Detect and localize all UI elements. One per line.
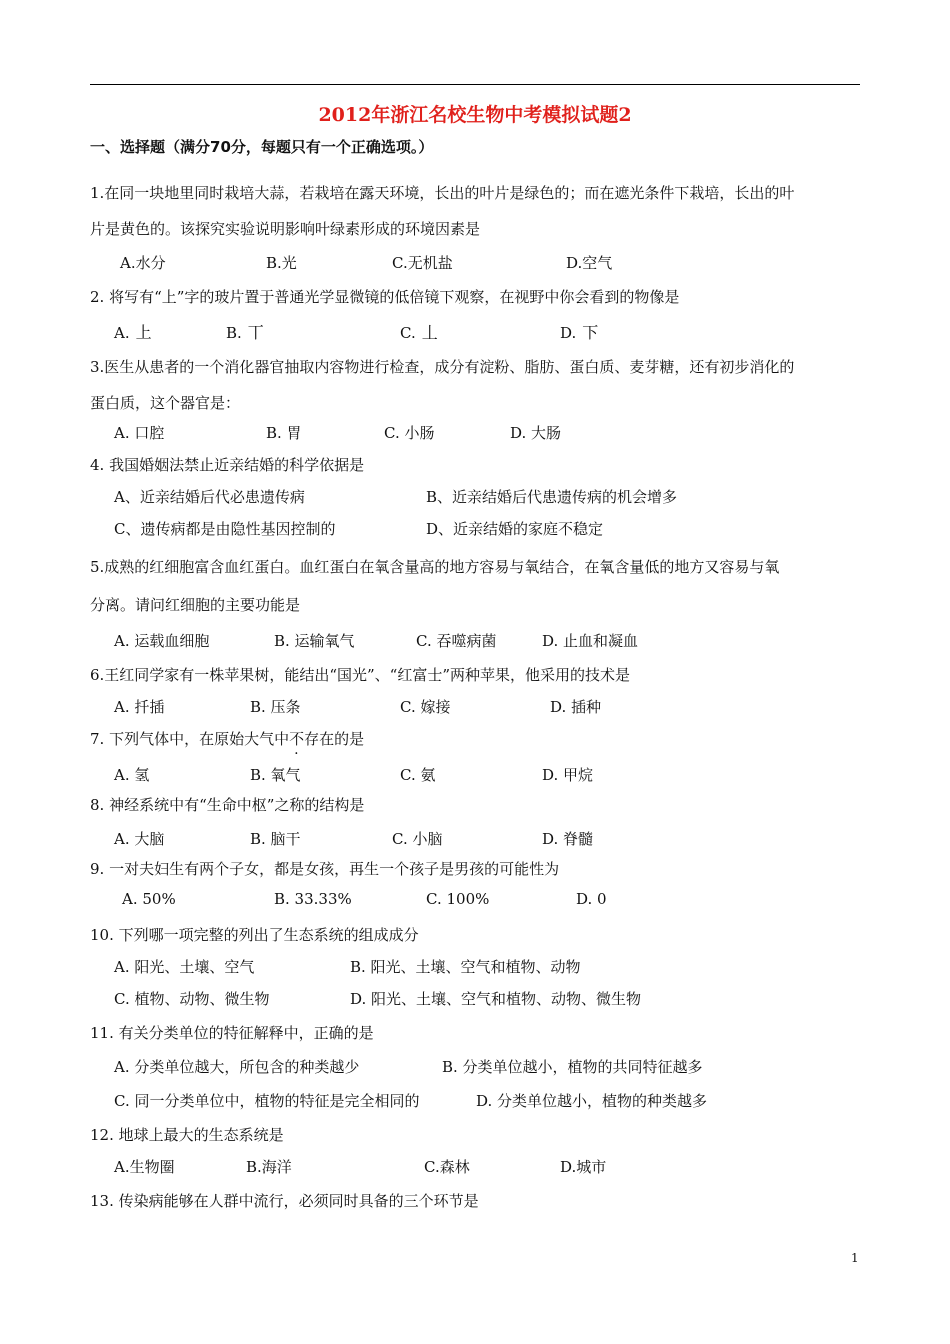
q2-option-d: D. 下 xyxy=(560,320,598,343)
q8-option-a: A. 大脑 xyxy=(114,830,165,848)
q10-option-c: C. 植物、动物、微生物 xyxy=(114,990,270,1008)
q13-stem-line1: 13. 传染病能够在人群中流行，必须同时具备的三个环节是 xyxy=(90,1192,479,1210)
q11-option-b: B. 分类单位越小，植物的共同特征越多 xyxy=(442,1058,703,1076)
q5-option-d: D. 止血和凝血 xyxy=(542,632,639,650)
q2-option-d-glyph: 下 xyxy=(582,323,599,342)
q3-option-a: A. 口腔 xyxy=(114,424,165,442)
page-number: 1 xyxy=(851,1251,859,1265)
q5-option-b: B. 运输氧气 xyxy=(274,632,355,650)
q11-stem-line1: 11. 有关分类单位的特征解释中，正确的是 xyxy=(90,1024,374,1042)
q11-option-a: A. 分类单位越大，所包含的种类越少 xyxy=(114,1058,360,1076)
q11-option-c: C. 同一分类单位中，植物的特征是完全相同的 xyxy=(114,1092,420,1110)
q4-option-b: B、近亲结婚后代患遗传病的机会增多 xyxy=(426,488,678,506)
q2-option-c: C. 丄 xyxy=(400,320,438,343)
q2-option-a-glyph: 上 xyxy=(135,323,152,342)
q1-option-b: B.光 xyxy=(266,254,297,272)
q3-option-b: B. 胃 xyxy=(266,424,302,442)
q12-option-c: C.森林 xyxy=(424,1158,470,1176)
q2-option-b: B. 丅 xyxy=(226,320,264,343)
q2-option-c-glyph: 丄 xyxy=(421,323,438,342)
q6-option-d: D. 插种 xyxy=(550,698,602,716)
q4-option-a: A、近亲结婚后代必患遗传病 xyxy=(114,488,305,506)
page-title: 2012年浙江名校生物中考模拟试题2 xyxy=(318,104,632,126)
q12-option-a: A.生物圈 xyxy=(114,1158,175,1176)
q2-stem-line1: 2. 将写有“上”字的玻片置于普通光学显微镜的低倍镜下观察，在视野中你会看到的物像是 xyxy=(90,288,680,306)
q10-option-d: D. 阳光、土壤、空气和植物、动物、微生物 xyxy=(350,990,642,1008)
q9-option-d: D. 0 xyxy=(576,890,607,908)
q7-option-a: A. 氢 xyxy=(114,766,150,784)
q3-option-d: D. 大肠 xyxy=(510,424,562,442)
q10-option-a: A. 阳光、土壤、空气 xyxy=(114,958,255,976)
q5-option-a: A. 运载血细胞 xyxy=(114,632,210,650)
q4-stem-line1: 4. 我国婚姻法禁止近亲结婚的科学依据是 xyxy=(90,456,365,474)
q8-option-c: C. 小脑 xyxy=(392,830,443,848)
q5-option-c: C. 吞噬病菌 xyxy=(416,632,497,650)
q3-stem-line1: 3.医生从患者的一个消化器官抽取内容物进行检查，成分有淀粉、脂肪、蛋白质、麦芽糖，还有初步消化的 xyxy=(90,358,795,376)
q10-stem-line1: 10. 下列哪一项完整的列出了生态系统的组成成分 xyxy=(90,926,419,944)
q12-option-b: B.海洋 xyxy=(246,1158,292,1176)
section-heading: 一、选择题（满分70分，每题只有一个正确选项。） xyxy=(90,138,434,156)
q6-option-a: A. 扦插 xyxy=(114,698,165,716)
q3-stem-line2: 蛋白质，这个器官是： xyxy=(90,394,241,412)
q2-option-a: A. 上 xyxy=(114,320,152,343)
header-rule xyxy=(90,84,860,85)
q7-stem-line1: 7. 下列气体中，在原始大气中不存在的是 xyxy=(90,730,365,748)
q1-option-d: D.空气 xyxy=(566,254,613,272)
q9-stem-line1: 9. 一对夫妇生有两个子女，都是女孩，再生一个孩子是男孩的可能性为 xyxy=(90,860,560,878)
q7-option-d: D. 甲烷 xyxy=(542,766,594,784)
q1-stem-line2: 片是黄色的。该探究实验说明影响叶绿素形成的环境因素是 xyxy=(90,220,481,238)
q6-stem-line1: 6.王红同学家有一株苹果树，能结出“国光”、“红富士”两种苹果，他采用的技术是 xyxy=(90,666,630,684)
q1-option-a: A.水分 xyxy=(120,254,166,272)
q12-stem-line1: 12. 地球上最大的生态系统是 xyxy=(90,1126,284,1144)
q11-option-d: D. 分类单位越小，植物的种类越多 xyxy=(476,1092,708,1110)
q12-option-d: D.城市 xyxy=(560,1158,607,1176)
q3-option-c: C. 小肠 xyxy=(384,424,435,442)
q2-option-b-glyph: 丅 xyxy=(247,323,264,342)
q9-option-b: B. 33.33% xyxy=(274,890,352,908)
q7-option-b: B. 氧气 xyxy=(250,766,301,784)
q6-option-c: C. 嫁接 xyxy=(400,698,451,716)
q5-stem-line1: 5.成熟的红细胞富含血红蛋白。血红蛋白在氧含量高的地方容易与氧结合，在氧含量低的地方又容易与氧 xyxy=(90,558,780,576)
q1-stem-line1: 1.在同一块地里同时栽培大蒜，若栽培在露天环境，长出的叶片是绿色的；而在遮光条件下栽培，长出的叶 xyxy=(90,184,795,202)
q7-emphasis-char: 不 xyxy=(289,730,305,748)
q5-stem-line2: 分离。请问红细胞的主要功能是 xyxy=(90,596,301,614)
q8-stem-line1: 8. 神经系统中有“生命中枢”之称的结构是 xyxy=(90,796,365,814)
q4-option-c: C、遗传病都是由隐性基因控制的 xyxy=(114,520,336,538)
q10-option-b: B. 阳光、土壤、空气和植物、动物 xyxy=(350,958,581,976)
q7-option-c: C. 氨 xyxy=(400,766,436,784)
q6-option-b: B. 压条 xyxy=(250,698,301,716)
q8-option-d: D. 脊髓 xyxy=(542,830,594,848)
q9-option-c: C. 100% xyxy=(426,890,490,908)
q9-option-a: A. 50% xyxy=(122,890,176,908)
q4-option-d: D、近亲结婚的家庭不稳定 xyxy=(426,520,604,538)
q1-option-c: C.无机盐 xyxy=(392,254,453,272)
q8-option-b: B. 脑干 xyxy=(250,830,301,848)
